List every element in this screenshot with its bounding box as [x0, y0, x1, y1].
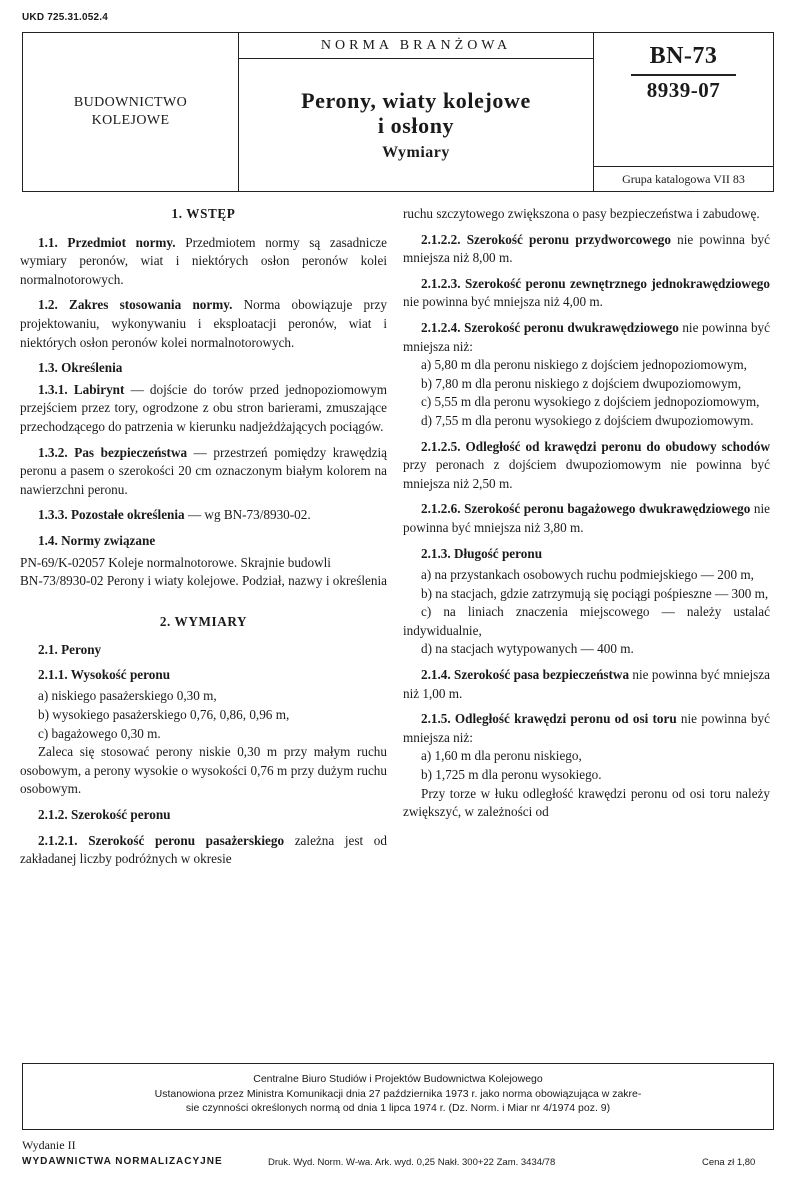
section-2-1-2-1: 2.1.2.1. Szerokość peronu pasażerskiego zależna jest od zakładanej liczby podróżnych w okresie	[20, 832, 387, 867]
list-item: b) wysokiego pasażerskiego 0,76, 0,86, 0,96 m,	[38, 707, 290, 723]
print-info: Druk. Wyd. Norm. W-wa. Ark. wyd. 0,25 Nakł. 300+22 Zam. 3434/78	[268, 1157, 556, 1168]
catalog-group: Grupa katalogowa VII 83	[594, 166, 773, 191]
list-item: a) na przystankach osobowych ruchu podmiejskiego — 200 m,	[421, 567, 754, 583]
list-item: b) 7,80 m dla peronu niskiego z dojściem dwupoziomowym,	[421, 375, 742, 391]
section-1-3-1: 1.3.1. Labirynt — dojście do torów przed jednopoziomowym przejściem przez tory, ogrodzone z obu stron barierami, zmuszające przechodzącego do patrzenia w kierunku nadjeżdżających pociągów.	[20, 381, 388, 434]
issuer-line: Centralne Biuro Studiów i Projektów Budownictwa Kolejowego	[253, 1073, 543, 1085]
price: Cena zł 1,80	[702, 1157, 756, 1168]
document-subtitle: Wymiary	[382, 144, 450, 161]
section-2-1-4: 2.1.4. Szerokość pasa bezpieczeństwa nie powinna być mniejsza niż 1,00 m.	[403, 667, 770, 701]
title-line1: Perony, wiaty kolejowe	[301, 88, 531, 113]
section-2-1-2-2: 2.1.2.2. Szerokość peronu przydworcowego nie powinna być mniejsza niż 8,00 m.	[403, 231, 770, 266]
section-2-1-2-3: 2.1.2.3. Szerokość peronu zewnętrznego jednokrawędziowego nie powinna być mniejsza niż 4,00 m.	[403, 275, 770, 310]
reference-bn: BN-73/8930-02 Perony i wiaty kolejowe. Podział, nazwy i określenia	[20, 573, 387, 589]
section-1-1: 1.1. Przedmiot normy. Przedmiotem normy są zasadnicze wymiary peronów, wiat i niektórych osłon peronów kolei normalnotorowych.	[20, 234, 388, 287]
recommendation-text: Zaleca się stosować perony niskie 0,30 m przy małym ruchu osobowym, a perony wysokie o wysokości 0,76 m przy dużym ruchu osobowym.	[20, 744, 387, 797]
list-item: a) 1,60 m dla peronu niskiego,	[421, 748, 582, 764]
norma-label: NORMA BRANŻOWA	[239, 33, 593, 59]
list-item: c) 5,55 m dla peronu wysokiego z dojściem jednopoziomowym,	[421, 394, 760, 410]
list-item: c) bagażowego 0,30 m.	[38, 725, 161, 741]
effective-date-line: sie czynności określonych normą od dnia 1 lipca 1974 r. (Dz. Norm. i Miar nr 4/1974 poz. 9)	[185, 1102, 611, 1114]
heading-wymiary: 2. WYMIARY	[159, 613, 248, 629]
heading-wstep: 1. WSTĘP	[171, 206, 236, 221]
section-2-1-1: 2.1.1. Wysokość peronu	[38, 666, 171, 682]
section-2-1-3: 2.1.3. Długość peronu	[421, 545, 543, 561]
section-2-1-2: 2.1.2. Szerokość peronu	[38, 807, 171, 823]
section-2-1-2-4: 2.1.2.4. Szerokość peronu dwukrawędziowego nie powinna być mniejsza niż:	[403, 319, 770, 354]
section-2-1-5: 2.1.5. Odległość krawędzi peronu od osi toru nie powinna być mniejsza niż:	[403, 711, 770, 745]
establishment-line: Ustanowiona przez Ministra Komunikacji dnia 27 października 1973 r. jako norma obowiązująca w zakre-	[154, 1087, 642, 1100]
section-1-3-3: 1.3.3. Pozostałe określenia — wg BN-73/8930-02.	[38, 507, 311, 523]
list-item: a) niskiego pasażerskiego 0,30 m,	[38, 688, 217, 704]
publisher-name: WYDAWNICTWA NORMALIZACYJNE	[22, 1156, 223, 1167]
title-line2: i osłony	[377, 113, 455, 138]
standard-number-line2: 8939-07	[646, 78, 721, 102]
list-item: b) na stacjach, gdzie zatrzymują się pociągi pośpieszne — 300 m,	[421, 585, 769, 601]
list-item: d) 7,55 m dla peronu wysokiego z dojściem dwupoziomowym.	[421, 412, 754, 428]
standard-number-divider	[631, 74, 736, 76]
standard-number-cell	[594, 33, 773, 191]
category-line1: BUDOWNICTWO	[73, 95, 188, 110]
list-item: d) na stacjach wytypowanych — 400 m.	[421, 641, 634, 657]
reference-pn: PN-69/K-02057 Koleje normalnotorowe. Skrajnie budowli	[20, 554, 331, 570]
list-item: a) 5,80 m dla peronu niskiego z dojściem jednopoziomowym,	[421, 357, 747, 373]
left-column	[20, 205, 387, 869]
title-cell	[239, 33, 594, 191]
list-item: b) 1,725 m dla peronu wysokiego.	[421, 767, 602, 783]
category-line2: KOLEJOWE	[91, 113, 170, 128]
right-column	[403, 205, 770, 822]
document-title	[239, 88, 593, 138]
section-2-1-2-5: 2.1.2.5. Odległość od krawędzi peronu do obudowy schodów przy peronach z dojściem dwupoziomowym nie powinna być mniejsza niż 2,50 m.	[403, 438, 770, 491]
category-cell	[23, 33, 239, 191]
section-2-1-2-6: 2.1.2.6. Szerokość peronu bagażowego dwukrawędziowego nie powinna być mniejsza niż 3,80 m.	[403, 501, 770, 535]
header-box	[22, 32, 774, 192]
edition-label: Wydanie II	[22, 1138, 76, 1152]
section-1-3-2: 1.3.2. Pas bezpieczeństwa — przestrzeń pomiędzy krawędzią peronu a pasem o szerokości 20 cm oznaczonym białym kolorem na nawierzchni peronu.	[20, 444, 387, 497]
section-1-4: 1.4. Normy związane	[38, 532, 156, 548]
section-2-1: 2.1. Perony	[38, 642, 102, 658]
udk-code: UKD 725.31.052.4	[22, 12, 109, 23]
list-item: c) na liniach znaczenia miejscowego — należy ustalać indywidualnie,	[403, 604, 770, 638]
section-1-3: 1.3. Określenia	[38, 360, 123, 376]
establishment-box	[22, 1063, 774, 1130]
standard-number-line1: BN-73	[649, 43, 718, 69]
curve-note: Przy torze w łuku odległość krawędzi peronu od osi toru należy zwiększyć, w zależności od	[403, 785, 770, 820]
continued-text: ruchu szczytowego zwiększona o pasy bezpieczeństwa i zabudowę.	[403, 206, 760, 221]
section-1-2: 1.2. Zakres stosowania normy. Norma obowiązuje przy projektowaniu, wykonywaniu i eksploatacji peronów, wiat i niektórych osłon peronów kolei normalnotorowych.	[20, 297, 387, 350]
